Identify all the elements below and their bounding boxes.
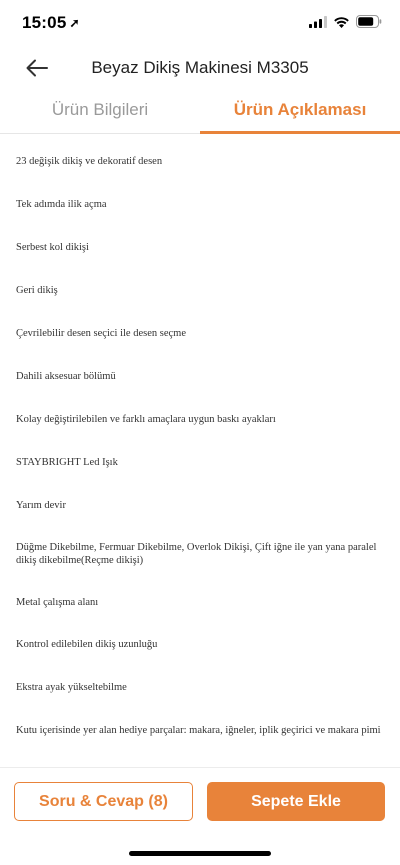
status-bar — [0, 0, 400, 46]
cellular-signal-icon — [309, 16, 327, 28]
location-arrow-icon: ➚ — [69, 16, 80, 30]
list-item: Ekstra ayak yükseltebilme — [16, 682, 127, 693]
feature-list — [0, 155, 400, 737]
list-item: Kutu içerisinde yer alan hediye parçalar: makara, iğneler, iplik geçirici ve makara pimi — [16, 725, 381, 736]
list-item: Çevrilebilir desen seçici ile desen seçme — [16, 328, 186, 339]
status-time — [22, 13, 80, 33]
navigation-bar — [0, 46, 400, 90]
list-item: Geri dikiş — [16, 285, 58, 296]
tab-product-info[interactable]: Ürün Bilgileri — [51, 100, 149, 119]
qa-button[interactable]: Soru & Cevap (8) — [14, 782, 193, 821]
list-item: 23 değişik dikiş ve dekoratif desen — [16, 156, 163, 167]
list-item: STAYBRIGHT Led Işık — [16, 457, 118, 468]
home-indicator[interactable] — [129, 851, 271, 856]
battery-icon — [356, 15, 382, 28]
tab-product-description[interactable]: Ürün Açıklaması — [200, 90, 400, 133]
list-item: Tek adımda ilik açma — [16, 199, 107, 210]
clock-text: 15:05 — [22, 13, 67, 32]
add-to-cart-button[interactable]: Sepete Ekle — [207, 782, 385, 821]
list-item: Dahili aksesuar bölümü — [16, 371, 116, 382]
list-item: Düğme Dikebilme, Fermuar Dikebilme, Overlok Dikişi, Çift iğne ile yan yana paralel dikiş dikebilme(Reçme dikişi) — [16, 542, 377, 566]
list-item: Serbest kol dikişi — [16, 242, 89, 253]
wifi-icon — [333, 16, 350, 28]
status-icons — [309, 15, 382, 28]
list-item: Metal çalışma alanı — [16, 597, 99, 608]
list-item: Yarım devir — [16, 500, 66, 511]
page-title: Beyaz Dikiş Makinesi M3305 — [91, 58, 309, 77]
list-item: Kontrol edilebilen dikiş uzunluğu — [16, 639, 158, 650]
list-item: Kolay değiştirilebilen ve farklı amaçlara uygun baskı ayakları — [16, 414, 276, 425]
tab-bar — [0, 90, 400, 134]
description-content — [0, 135, 400, 767]
